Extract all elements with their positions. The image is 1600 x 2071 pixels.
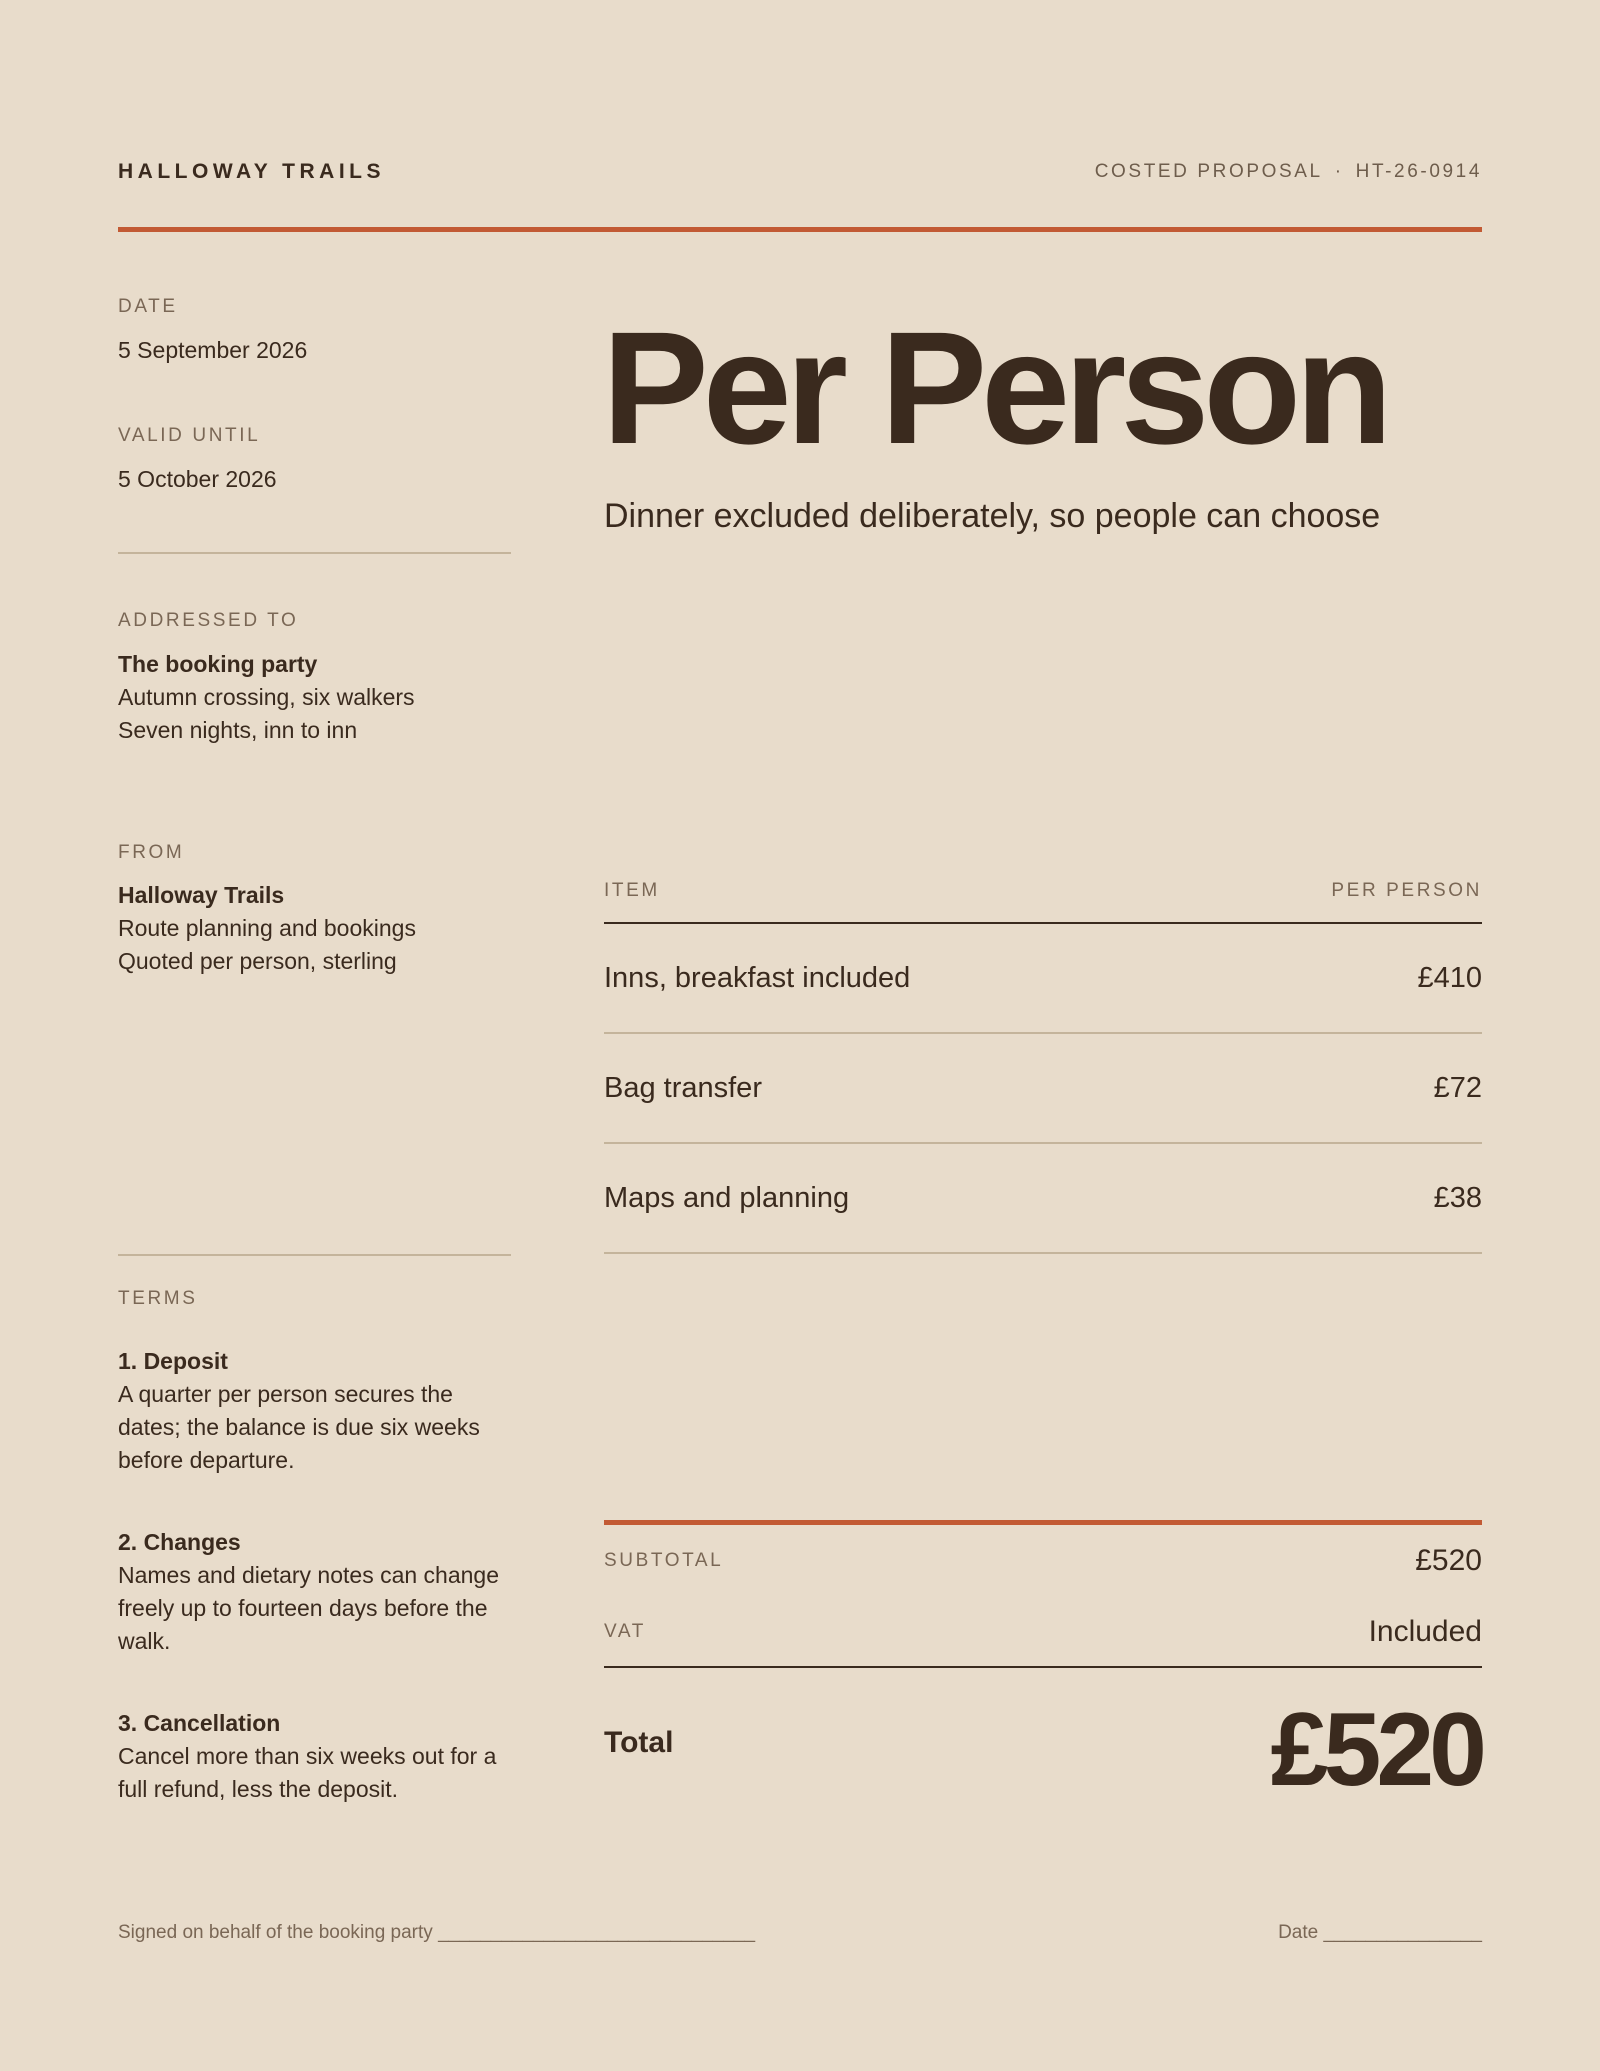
row-price: £72 xyxy=(1433,1071,1482,1104)
from-name: Halloway Trails xyxy=(118,882,285,908)
meta-separator: · xyxy=(1334,161,1344,182)
term-heading: 3. Cancellation xyxy=(118,1710,281,1736)
signature-date-line: Date _______________ xyxy=(1278,1922,1482,1943)
subtotal-row xyxy=(604,1542,1482,1580)
term-item xyxy=(118,1526,511,1658)
totals-rule xyxy=(604,1520,1482,1525)
row-price: £410 xyxy=(1417,961,1482,994)
addressed-line: Seven nights, inn to inn xyxy=(118,717,358,743)
row-price: £38 xyxy=(1433,1181,1482,1214)
addressed-name: The booking party xyxy=(118,651,318,677)
from-label: FROM xyxy=(118,842,185,863)
addressed-line: Autumn crossing, six walkers xyxy=(118,684,415,710)
table-row xyxy=(604,1034,1482,1144)
subtotal-label: SUBTOTAL xyxy=(604,1550,724,1571)
term-line: Cancel more than six weeks out for a xyxy=(118,1743,497,1769)
term-line: dates; the balance is due six weeks xyxy=(118,1414,480,1440)
signature-line: Signed on behalf of the booking party ______________________________ xyxy=(118,1922,756,1943)
terms-label: TERMS xyxy=(118,1288,198,1309)
totals-divider xyxy=(604,1666,1482,1668)
divider xyxy=(118,1254,511,1256)
valid-until-label: VALID UNTIL xyxy=(118,425,261,446)
vat-row xyxy=(604,1613,1482,1651)
column-header-item: ITEM xyxy=(604,880,660,901)
page-subtitle: Dinner excluded deliberately, so people can choose xyxy=(604,497,1381,535)
term-line: before departure. xyxy=(118,1447,295,1473)
brand-name: HALLOWAY TRAILS xyxy=(118,160,386,183)
subtotal-value: £520 xyxy=(1415,1544,1482,1577)
document-meta xyxy=(1095,161,1482,183)
doc-reference: HT-26-0914 xyxy=(1355,161,1482,182)
row-item: Maps and planning xyxy=(604,1181,850,1214)
term-item xyxy=(118,1707,511,1806)
from-block xyxy=(118,879,511,978)
vat-value: Included xyxy=(1368,1615,1482,1648)
term-heading: 1. Deposit xyxy=(118,1348,228,1374)
term-heading: 2. Changes xyxy=(118,1529,241,1555)
from-line: Route planning and bookings xyxy=(118,915,416,941)
vat-label: VAT xyxy=(604,1621,646,1642)
row-item: Inns, breakfast included xyxy=(604,961,911,994)
date-value: 5 September 2026 xyxy=(118,337,308,363)
table-row xyxy=(604,1144,1482,1254)
divider xyxy=(118,552,511,554)
term-line: Names and dietary notes can change xyxy=(118,1562,500,1588)
line-items xyxy=(604,924,1482,1254)
doc-type: COSTED PROPOSAL xyxy=(1094,161,1323,182)
valid-until-value: 5 October 2026 xyxy=(118,466,277,492)
row-item: Bag transfer xyxy=(604,1071,762,1104)
term-item xyxy=(118,1345,511,1477)
term-line: full refund, less the deposit. xyxy=(118,1776,398,1802)
date-label: DATE xyxy=(118,296,178,317)
total-label: Total xyxy=(604,1726,674,1759)
table-header xyxy=(604,880,1482,924)
term-line: freely up to fourteen days before the xyxy=(118,1595,488,1621)
column-header-price: PER PERSON xyxy=(1331,880,1482,901)
term-line: A quarter per person secures the xyxy=(118,1381,453,1407)
header-rule xyxy=(118,227,1482,232)
from-line: Quoted per person, sterling xyxy=(118,948,397,974)
page-title: Per Person xyxy=(602,298,1387,477)
addressed-block xyxy=(118,648,511,747)
total-value: £520 xyxy=(1270,1692,1482,1808)
term-line: walk. xyxy=(118,1628,171,1654)
table-row xyxy=(604,924,1482,1034)
addressed-label: ADDRESSED TO xyxy=(118,610,299,631)
